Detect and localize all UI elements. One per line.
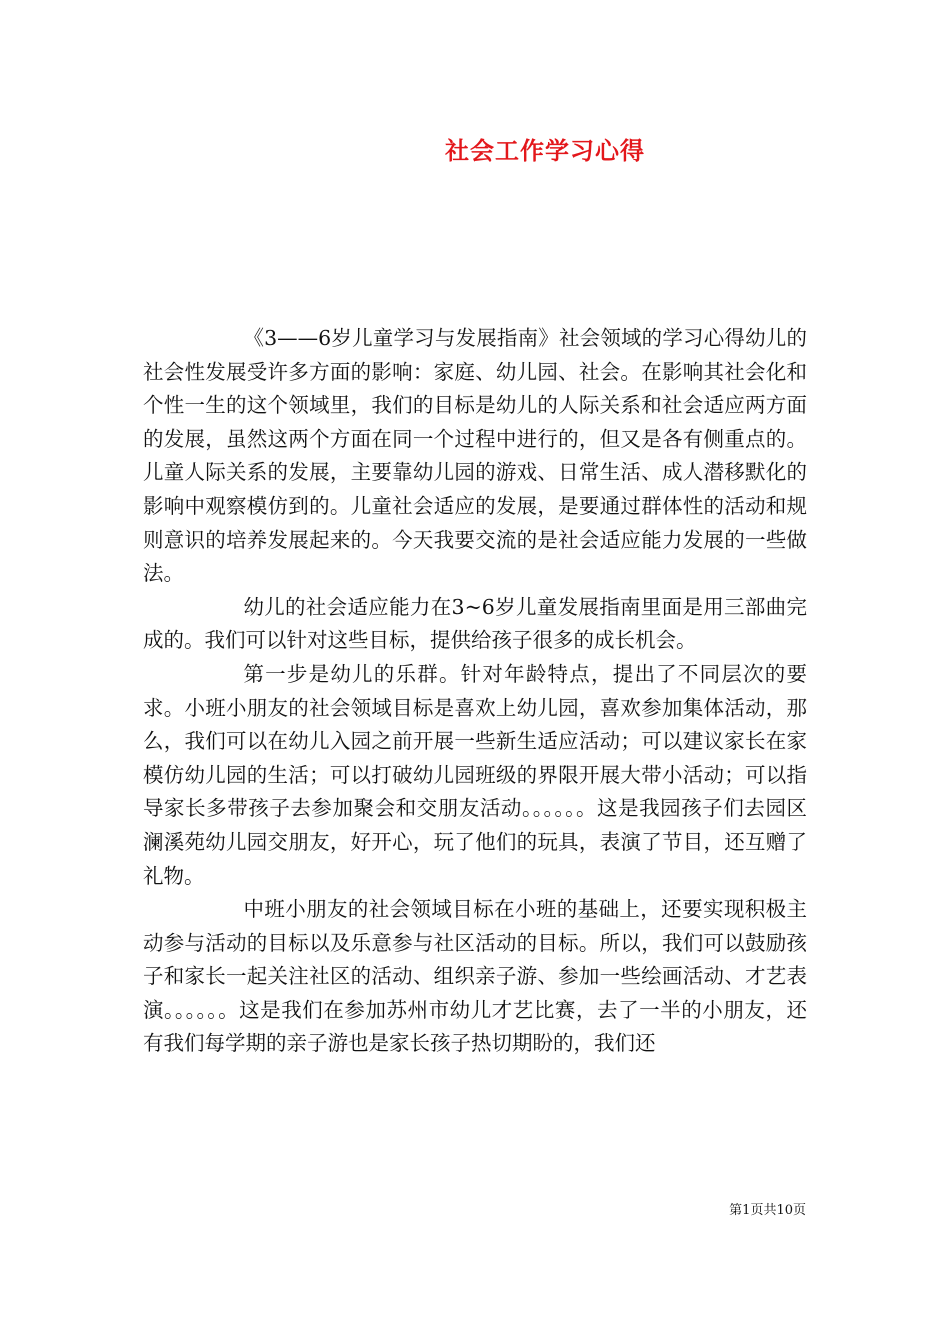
page-number: 第1页共10页 (729, 1203, 806, 1218)
document-body (143, 322, 807, 1061)
paragraph-1: 《3——6岁儿童学习与发展指南》社会领域的学习心得幼儿的社会性发展受许多方面的影响：家庭、幼儿园、社会。在影响其社会化和个性一生的这个领域里，我们的目标是幼儿的人际关系和社会适应两方面的发展，虽然这两个方面在同一个过程中进行的，但又是各有侧重点的。儿童人际关系的发展，主要靠幼儿园的游戏、日常生活、成人潜移默化的影响中观察模仿到的。儿童社会适应的发展，是要通过群体性的活动和规则意识的培养发展起来的。今天我要交流的是社会适应能力发展的一些做法。 (143, 326, 807, 586)
paragraph-2: 幼儿的社会适应能力在3~6岁儿童发展指南里面是用三部曲完成的。我们可以针对这些目标，提供给孩子很多的成长机会。 (143, 594, 807, 653)
page-title: 社会工作学习心得 (445, 136, 645, 165)
paragraph-3: 第一步是幼儿的乐群。针对年龄特点，提出了不同层次的要求。小班小朋友的社会领域目标是喜欢上幼儿园，喜欢参加集体活动，那么，我们可以在幼儿入园之前开展一些新生适应活动；可以建议家长在家模仿幼儿园的生活；可以打破幼儿园班级的界限开展大带小活动；可以指导家长多带孩子去参加聚会和交朋友活动。。。。。。这是我园孩子们去园区澜溪苑幼儿园交朋友，好开心，玩了他们的玩具，表演了节目，还互赠了礼物。 (143, 661, 807, 888)
paragraph-4: 中班小朋友的社会领域目标在小班的基础上，还要实现积极主动参与活动的目标以及乐意参与社区活动的目标。所以，我们可以鼓励孩子和家长一起关注社区的活动、组织亲子游、参加一些绘画活动、才艺表演。。。。。。这是我们在参加苏州市幼儿才艺比赛，去了一半的小朋友，还有我们每学期的亲子游也是家长孩子热切期盼的，我们还 (143, 897, 807, 1056)
